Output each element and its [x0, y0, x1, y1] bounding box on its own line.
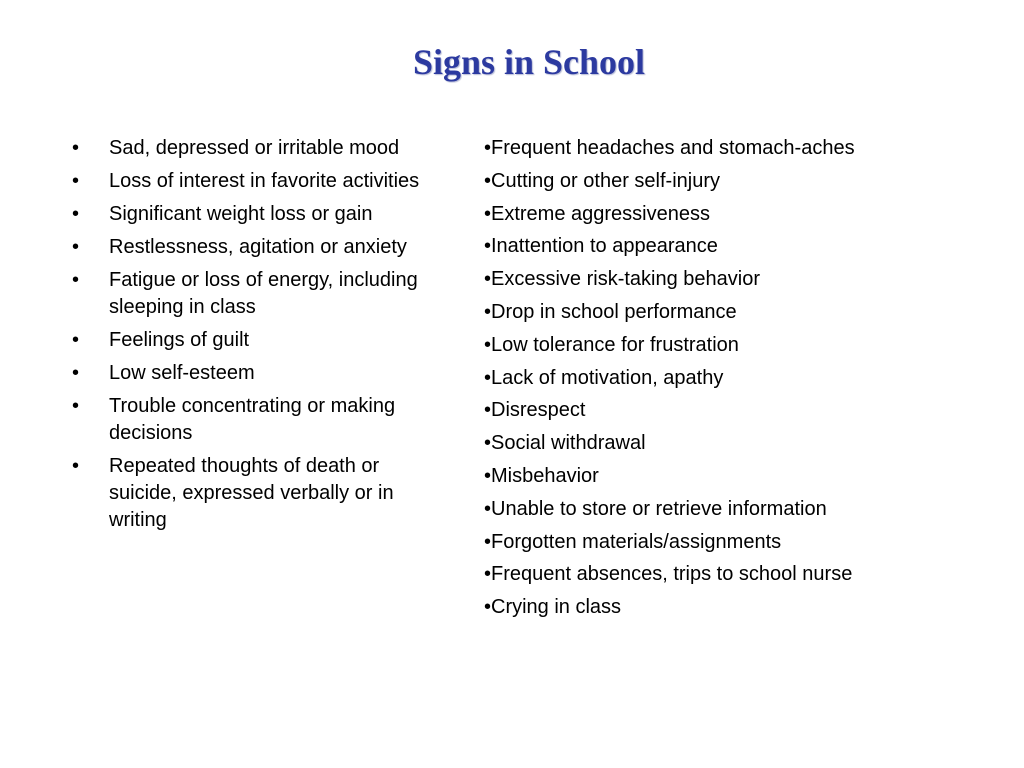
list-item-text: Loss of interest in favorite activities — [109, 170, 420, 192]
list-item: •Low tolerance for frustration — [484, 333, 739, 356]
list-item: •Forgotten materials/assignments — [484, 530, 782, 553]
list-item — [72, 327, 442, 354]
left-bullet-list — [72, 135, 442, 540]
list-item-text: Repeated thoughts of death or suicide, expressed verbally or in writing — [109, 455, 394, 531]
list-item — [72, 168, 442, 195]
list-item: •Crying in class — [484, 596, 622, 619]
bullet-icon: • — [72, 362, 80, 384]
bullet-icon: • — [72, 455, 80, 477]
list-item: •Frequent headaches and stomach-aches — [484, 137, 855, 159]
slide-title: Signs in School — [412, 42, 646, 82]
list-item: •Misbehavior — [484, 464, 599, 487]
list-item: •Social withdrawal — [484, 432, 646, 455]
bullet-icon: • — [72, 236, 80, 258]
list-item: •Lack of motivation, apathy — [484, 366, 724, 389]
list-item — [72, 393, 442, 447]
list-item: •Frequent absences, trips to school nurse — [484, 563, 853, 586]
list-item: •Excessive risk-taking behavior — [484, 268, 760, 291]
list-item — [72, 201, 442, 228]
list-item: •Unable to store or retrieve information — [484, 497, 827, 520]
bullet-icon: • — [72, 137, 80, 159]
list-item — [72, 234, 442, 261]
list-item-text: Low self-esteem — [109, 362, 255, 384]
list-item — [72, 267, 442, 321]
list-item: •Inattention to appearance — [484, 235, 718, 258]
list-item — [72, 135, 442, 162]
list-item: •Extreme aggressiveness — [484, 202, 710, 225]
list-item-text: Significant weight loss or gain — [109, 203, 373, 225]
bullet-icon: • — [72, 269, 80, 291]
list-item-text: Sad, depressed or irritable mood — [109, 137, 400, 159]
bullet-icon: • — [72, 329, 80, 351]
bullet-icon: • — [72, 203, 80, 225]
right-bullet-list — [484, 135, 1004, 627]
list-item-text: Restlessness, agitation or anxiety — [109, 236, 407, 258]
list-item: •Cutting or other self-injury — [484, 169, 720, 192]
list-item-text: Fatigue or loss of energy, including sleeping in class — [109, 269, 418, 318]
list-item-text: Trouble concentrating or making decisions — [109, 395, 396, 444]
bullet-icon: • — [72, 170, 80, 192]
bullet-icon: • — [72, 395, 80, 417]
list-item — [72, 453, 442, 534]
list-item — [72, 360, 442, 387]
list-item-text: Feelings of guilt — [109, 329, 250, 351]
list-item: •Disrespect — [484, 399, 586, 422]
list-item: •Drop in school performance — [484, 300, 737, 323]
